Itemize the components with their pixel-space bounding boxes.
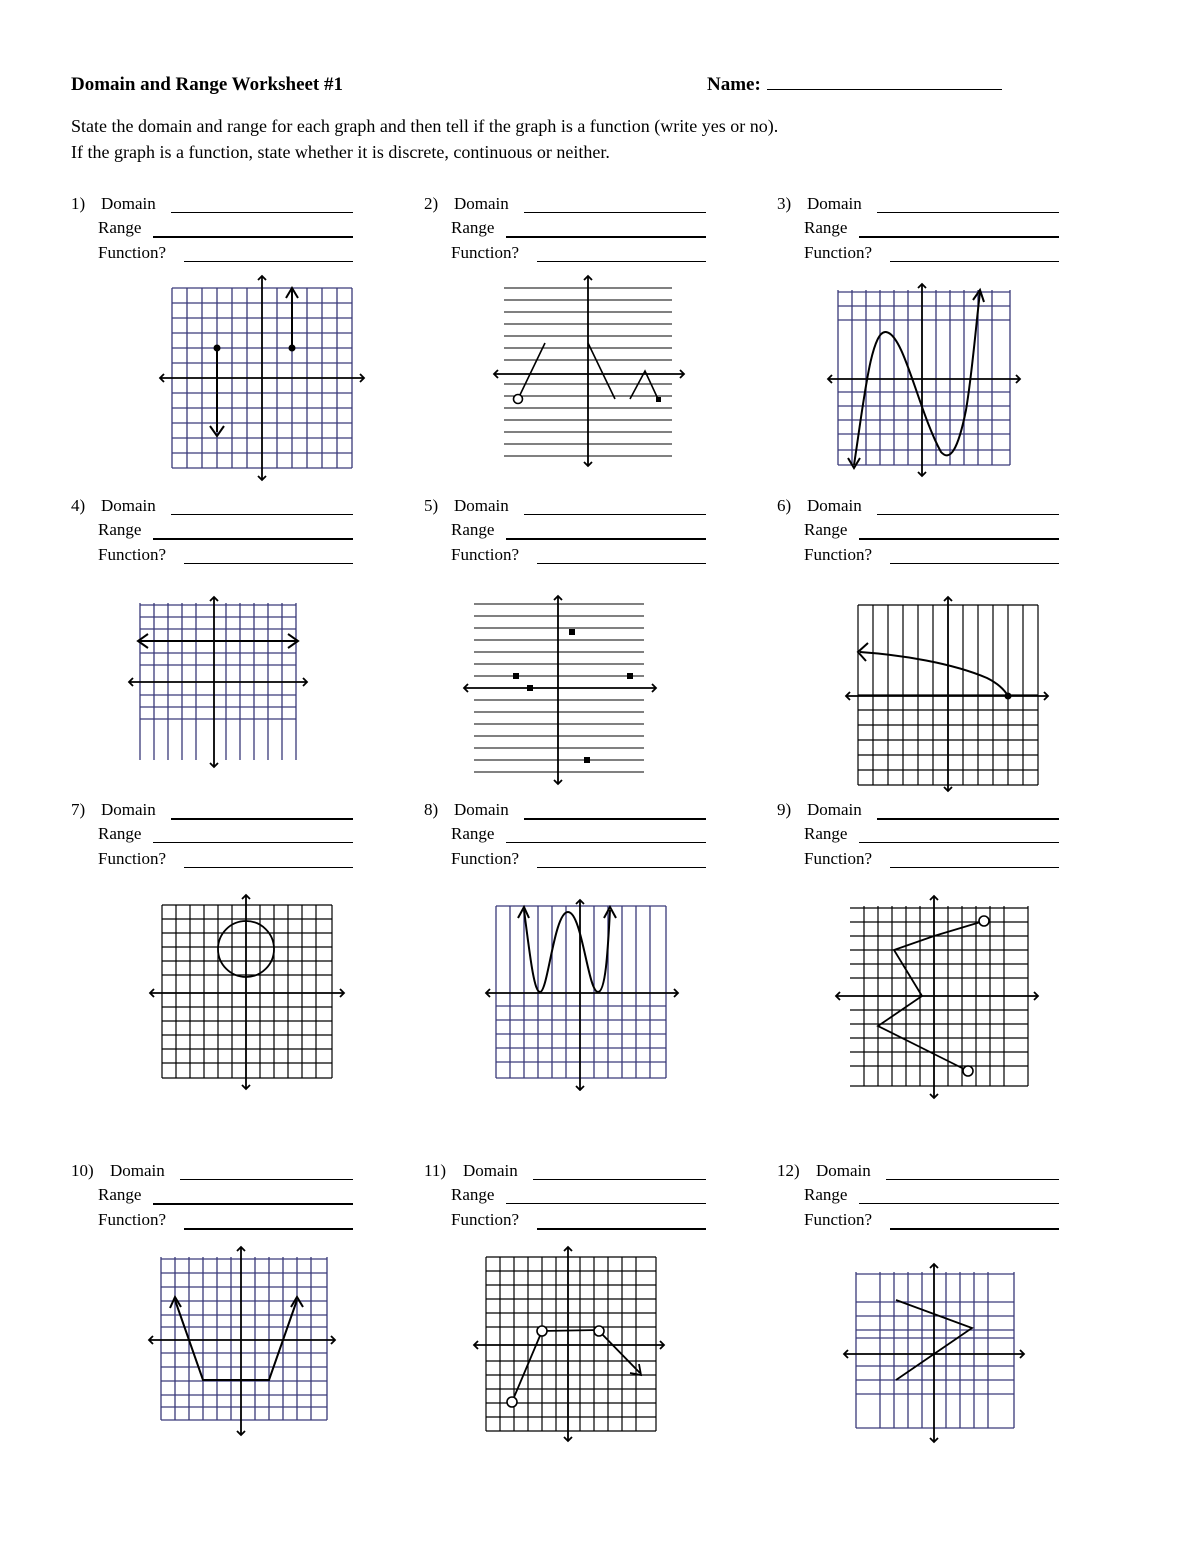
range-answer-line[interactable] (153, 236, 353, 238)
graph-5 (460, 592, 660, 787)
graph-11 (472, 1243, 667, 1443)
problem-number: 12) (777, 1161, 800, 1180)
name-label: Name: (707, 74, 761, 95)
function-answer-line[interactable] (537, 563, 706, 564)
function-answer-line[interactable] (890, 867, 1059, 868)
graph-4 (126, 595, 311, 770)
function-answer-line[interactable] (890, 563, 1059, 564)
function-answer-line[interactable] (184, 261, 353, 262)
graph-1 (158, 274, 368, 484)
domain-label: Domain (807, 194, 862, 213)
problem-9 (777, 800, 1077, 880)
range-answer-line[interactable] (153, 1203, 353, 1205)
range-answer-line[interactable] (859, 842, 1059, 843)
range-answer-line[interactable] (506, 538, 706, 540)
range-answer-line[interactable] (153, 538, 353, 540)
function-answer-line[interactable] (184, 1228, 353, 1230)
domain-label: Domain (101, 194, 156, 213)
domain-answer-line[interactable] (171, 514, 353, 515)
domain-answer-line[interactable] (524, 818, 706, 820)
function-label: Function? (451, 849, 519, 868)
range-label: Range (98, 1185, 142, 1204)
domain-answer-line[interactable] (877, 818, 1059, 820)
worksheet-title: Domain and Range Worksheet #1 (71, 74, 344, 95)
problem-1 (71, 194, 371, 274)
function-label: Function? (451, 243, 519, 262)
domain-answer-line[interactable] (533, 1179, 706, 1180)
domain-answer-line[interactable] (171, 212, 353, 213)
domain-answer-line[interactable] (171, 818, 353, 820)
problem-number: 6) (777, 496, 792, 515)
domain-label: Domain (816, 1161, 871, 1180)
function-answer-line[interactable] (184, 867, 353, 868)
function-answer-line[interactable] (890, 1228, 1059, 1230)
domain-label: Domain (454, 800, 509, 819)
problem-10 (71, 1161, 371, 1241)
range-label: Range (804, 218, 848, 237)
problem-7 (71, 800, 371, 880)
problem-number: 11) (424, 1161, 447, 1180)
range-label: Range (98, 520, 142, 539)
range-answer-line[interactable] (506, 1203, 706, 1204)
problem-number: 8) (424, 800, 439, 819)
function-label: Function? (804, 849, 872, 868)
function-answer-line[interactable] (184, 563, 353, 564)
range-label: Range (451, 218, 495, 237)
domain-answer-line[interactable] (877, 514, 1059, 515)
function-label: Function? (98, 1210, 166, 1229)
range-label: Range (451, 1185, 495, 1204)
name-blank-line[interactable] (767, 75, 1002, 90)
function-answer-line[interactable] (537, 1228, 706, 1230)
function-answer-line[interactable] (537, 867, 706, 868)
graph-7 (148, 893, 348, 1093)
domain-label: Domain (101, 496, 156, 515)
function-label: Function? (804, 1210, 872, 1229)
domain-label: Domain (454, 194, 509, 213)
range-label: Range (451, 520, 495, 539)
domain-label: Domain (110, 1161, 165, 1180)
problem-11 (424, 1161, 724, 1241)
graph-8 (482, 896, 682, 1091)
problem-number: 7) (71, 800, 86, 819)
instructions-line-2: If the graph is a function, state whether it is discrete, continuous or neither. (71, 142, 610, 162)
range-label: Range (804, 1185, 848, 1204)
problem-number: 9) (777, 800, 792, 819)
domain-answer-line[interactable] (524, 514, 706, 515)
range-answer-line[interactable] (859, 1203, 1059, 1204)
problem-number: 1) (71, 194, 86, 213)
range-answer-line[interactable] (153, 842, 353, 843)
range-answer-line[interactable] (859, 236, 1059, 238)
function-answer-line[interactable] (890, 261, 1059, 262)
name-field[interactable] (707, 74, 1002, 96)
graph-12 (838, 1262, 1033, 1447)
range-label: Range (98, 218, 142, 237)
domain-label: Domain (807, 800, 862, 819)
function-label: Function? (98, 545, 166, 564)
graph-9 (832, 892, 1042, 1102)
graph-2 (490, 272, 690, 472)
function-label: Function? (804, 243, 872, 262)
graph-10 (145, 1245, 340, 1440)
function-label: Function? (451, 545, 519, 564)
function-label: Function? (451, 1210, 519, 1229)
domain-answer-line[interactable] (877, 212, 1059, 213)
range-label: Range (98, 824, 142, 843)
function-label: Function? (98, 849, 166, 868)
problem-6 (777, 496, 1077, 576)
problem-number: 10) (71, 1161, 94, 1180)
function-label: Function? (804, 545, 872, 564)
domain-answer-line[interactable] (180, 1179, 353, 1180)
graph-6 (842, 593, 1052, 793)
problem-number: 4) (71, 496, 86, 515)
problem-number: 2) (424, 194, 439, 213)
problem-3 (777, 194, 1077, 274)
problem-12 (777, 1161, 1077, 1241)
range-label: Range (451, 824, 495, 843)
function-label: Function? (98, 243, 166, 262)
range-label: Range (804, 824, 848, 843)
function-answer-line[interactable] (537, 261, 706, 262)
problem-2 (424, 194, 724, 274)
range-answer-line[interactable] (859, 538, 1059, 540)
range-label: Range (804, 520, 848, 539)
problem-number: 5) (424, 496, 439, 515)
domain-label: Domain (454, 496, 509, 515)
domain-label: Domain (101, 800, 156, 819)
problem-8 (424, 800, 724, 880)
domain-answer-line[interactable] (524, 212, 706, 213)
problem-4 (71, 496, 371, 576)
instructions-line-1: State the domain and range for each graph and then tell if the graph is a function (write yes or no). (71, 116, 779, 136)
problem-number: 3) (777, 194, 792, 213)
graph-3 (826, 280, 1026, 480)
domain-label: Domain (463, 1161, 518, 1180)
domain-label: Domain (807, 496, 862, 515)
range-answer-line[interactable] (506, 236, 706, 238)
range-answer-line[interactable] (506, 842, 706, 843)
problem-5 (424, 496, 724, 576)
domain-answer-line[interactable] (886, 1179, 1059, 1180)
